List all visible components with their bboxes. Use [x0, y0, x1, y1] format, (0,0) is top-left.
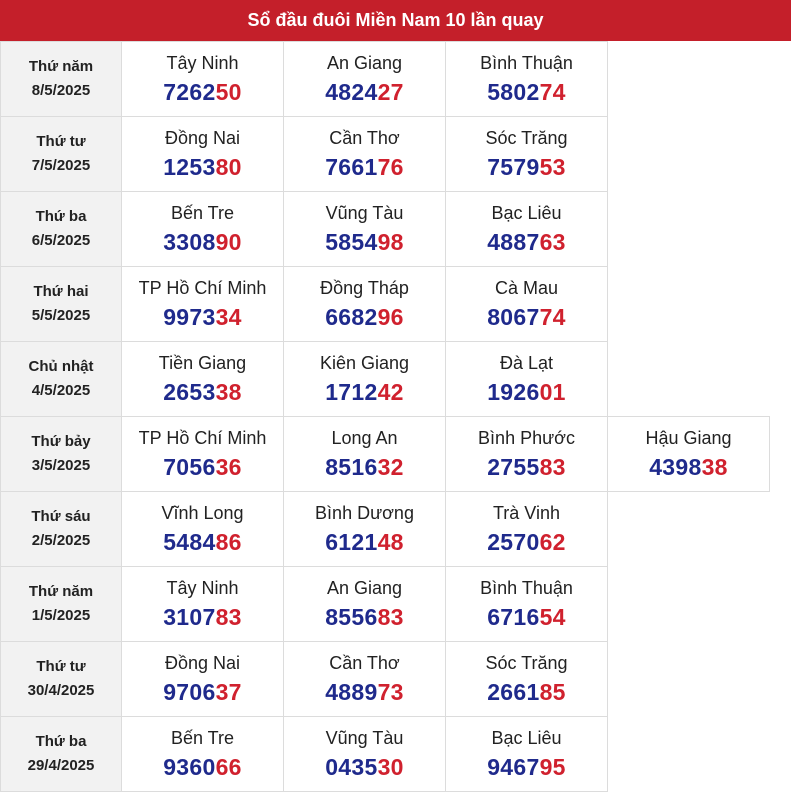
result-tail-digits: 74	[539, 79, 566, 105]
result-head-digits: 8556	[325, 604, 378, 630]
province-name: Cần Thơ	[329, 653, 400, 673]
result-number	[284, 603, 445, 631]
province-result-cell	[284, 642, 446, 717]
province-result-cell	[446, 492, 608, 567]
result-number	[284, 453, 445, 481]
province-name: Long An	[331, 428, 398, 448]
province-result-cell	[284, 192, 446, 267]
result-number	[284, 378, 445, 406]
province-result-cell	[446, 42, 608, 117]
result-head-digits: 5854	[325, 229, 378, 255]
result-number	[122, 603, 283, 631]
result-number	[446, 678, 607, 706]
day-of-week: Chủ nhật	[28, 357, 94, 375]
province-name: Đà Lạt	[499, 353, 554, 373]
result-head-digits: 2755	[487, 454, 540, 480]
province-result-cell	[284, 492, 446, 567]
result-tail-digits: 83	[215, 604, 242, 630]
result-tail-digits: 80	[215, 154, 242, 180]
province-result-cell	[284, 342, 446, 417]
empty-cell	[608, 567, 770, 642]
province-result-cell	[446, 642, 608, 717]
province-result-cell	[122, 267, 284, 342]
draw-date: 8/5/2025	[31, 81, 91, 99]
province-result-cell	[284, 417, 446, 492]
result-head-digits: 8516	[325, 454, 378, 480]
result-tail-digits: 01	[539, 379, 566, 405]
draw-date-cell	[1, 717, 122, 792]
result-tail-digits: 63	[539, 229, 566, 255]
result-number	[284, 303, 445, 331]
result-number	[284, 228, 445, 256]
result-head-digits: 9706	[163, 679, 216, 705]
result-head-digits: 2653	[163, 379, 216, 405]
province-result-cell	[122, 342, 284, 417]
result-head-digits: 9360	[163, 754, 216, 780]
province-result-cell	[446, 117, 608, 192]
result-number	[122, 453, 283, 481]
table-row	[1, 717, 770, 792]
province-result-cell	[446, 567, 608, 642]
result-tail-digits: 54	[539, 604, 566, 630]
province-name: Đồng Nai	[164, 653, 241, 673]
province-name: Tây Ninh	[166, 578, 239, 598]
result-tail-digits: 83	[377, 604, 404, 630]
draw-date-cell	[1, 192, 122, 267]
result-number	[284, 78, 445, 106]
result-number	[284, 528, 445, 556]
province-name: Bình Dương	[315, 503, 414, 523]
province-name: An Giang	[326, 53, 403, 73]
draw-date-cell	[1, 417, 122, 492]
province-result-cell	[122, 492, 284, 567]
result-tail-digits: 37	[215, 679, 242, 705]
result-tail-digits: 32	[377, 454, 404, 480]
table-row	[1, 642, 770, 717]
province-name: Đồng Tháp	[320, 278, 409, 298]
province-name: Vĩnh Long	[161, 503, 244, 523]
draw-date-cell	[1, 267, 122, 342]
result-tail-digits: 48	[377, 529, 404, 555]
result-tail-digits: 36	[215, 454, 242, 480]
result-number	[284, 753, 445, 781]
table-row	[1, 417, 770, 492]
draw-date: 6/5/2025	[31, 231, 91, 249]
draw-date: 29/4/2025	[27, 756, 95, 774]
result-tail-digits: 42	[377, 379, 404, 405]
province-name: Đồng Nai	[164, 128, 241, 148]
result-head-digits: 5484	[163, 529, 216, 555]
province-name: Sóc Trăng	[485, 653, 568, 673]
result-number	[122, 678, 283, 706]
result-head-digits: 6121	[325, 529, 378, 555]
table-row	[1, 342, 770, 417]
result-number	[122, 228, 283, 256]
province-name: Kiên Giang	[319, 353, 410, 373]
result-tail-digits: 76	[377, 154, 404, 180]
result-head-digits: 1926	[487, 379, 540, 405]
province-name: Sóc Trăng	[485, 128, 568, 148]
result-number	[446, 603, 607, 631]
result-head-digits: 7056	[163, 454, 216, 480]
result-number	[122, 153, 283, 181]
province-result-cell	[284, 717, 446, 792]
day-of-week: Thứ sáu	[31, 507, 91, 525]
day-of-week: Thứ ba	[35, 207, 87, 225]
result-head-digits: 8067	[487, 304, 540, 330]
province-name: Vũng Tàu	[325, 203, 404, 223]
result-tail-digits: 50	[215, 79, 242, 105]
result-tail-digits: 98	[377, 229, 404, 255]
result-number	[122, 528, 283, 556]
table-row	[1, 42, 770, 117]
day-of-week: Thứ ba	[35, 732, 87, 750]
result-number	[446, 453, 607, 481]
result-number	[446, 153, 607, 181]
result-head-digits: 4887	[487, 229, 540, 255]
day-of-week: Thứ hai	[33, 282, 89, 300]
draw-date-cell	[1, 42, 122, 117]
province-result-cell	[446, 342, 608, 417]
province-result-cell	[122, 42, 284, 117]
empty-cell	[608, 342, 770, 417]
day-of-week: Thứ tư	[36, 132, 86, 150]
result-head-digits: 3308	[163, 229, 216, 255]
province-result-cell	[122, 717, 284, 792]
result-head-digits: 6716	[487, 604, 540, 630]
draw-date: 30/4/2025	[27, 681, 95, 699]
province-name: Bến Tre	[170, 728, 235, 748]
result-tail-digits: 38	[215, 379, 242, 405]
result-tail-digits: 83	[539, 454, 566, 480]
province-result-cell	[446, 417, 608, 492]
table-title: Sổ đầu đuôi Miền Nam 10 lần quay	[0, 0, 791, 41]
result-tail-digits: 27	[377, 79, 404, 105]
province-result-cell	[122, 642, 284, 717]
result-tail-digits: 85	[539, 679, 566, 705]
province-name: Hậu Giang	[645, 428, 732, 448]
result-tail-digits: 96	[377, 304, 404, 330]
province-result-cell	[284, 267, 446, 342]
empty-cell	[608, 267, 770, 342]
result-tail-digits: 38	[701, 454, 728, 480]
province-name: Bến Tre	[170, 203, 235, 223]
province-name: Tiền Giang	[158, 353, 247, 373]
province-result-cell	[284, 117, 446, 192]
result-tail-digits: 66	[215, 754, 242, 780]
result-number	[122, 78, 283, 106]
province-name: Trà Vinh	[492, 503, 561, 523]
result-number	[446, 528, 607, 556]
result-number	[284, 678, 445, 706]
province-name: Bạc Liêu	[491, 203, 562, 223]
table-row	[1, 192, 770, 267]
result-number	[446, 378, 607, 406]
province-name: An Giang	[326, 578, 403, 598]
result-tail-digits: 34	[215, 304, 242, 330]
empty-cell	[608, 717, 770, 792]
province-result-cell	[122, 192, 284, 267]
result-head-digits: 7661	[325, 154, 378, 180]
result-head-digits: 9973	[163, 304, 216, 330]
result-head-digits: 7579	[487, 154, 540, 180]
result-tail-digits: 90	[215, 229, 242, 255]
province-result-cell	[446, 267, 608, 342]
result-head-digits: 2661	[487, 679, 540, 705]
result-head-digits: 4889	[325, 679, 378, 705]
empty-cell	[608, 642, 770, 717]
province-name: TP Hồ Chí Minh	[138, 278, 267, 298]
result-tail-digits: 74	[539, 304, 566, 330]
province-result-cell	[122, 567, 284, 642]
result-number	[446, 753, 607, 781]
draw-date-cell	[1, 342, 122, 417]
empty-cell	[608, 42, 770, 117]
day-of-week: Thứ tư	[36, 657, 86, 675]
province-name: Bình Phước	[478, 428, 575, 448]
empty-cell	[608, 117, 770, 192]
result-number	[122, 753, 283, 781]
province-result-cell	[608, 417, 770, 492]
empty-cell	[608, 492, 770, 567]
day-of-week: Thứ năm	[28, 57, 94, 75]
result-head-digits: 1712	[325, 379, 378, 405]
draw-date-cell	[1, 567, 122, 642]
empty-cell	[608, 192, 770, 267]
result-head-digits: 1253	[163, 154, 216, 180]
result-tail-digits: 53	[539, 154, 566, 180]
table-row	[1, 267, 770, 342]
draw-date-cell	[1, 117, 122, 192]
result-tail-digits: 86	[215, 529, 242, 555]
result-head-digits: 0435	[325, 754, 378, 780]
table-row	[1, 117, 770, 192]
result-tail-digits: 62	[539, 529, 566, 555]
result-head-digits: 3107	[163, 604, 216, 630]
province-result-cell	[446, 717, 608, 792]
province-name: TP Hồ Chí Minh	[138, 428, 267, 448]
province-name: Cà Mau	[494, 278, 559, 298]
result-head-digits: 5802	[487, 79, 540, 105]
province-result-cell	[284, 567, 446, 642]
draw-date: 3/5/2025	[31, 456, 91, 474]
result-number	[284, 153, 445, 181]
result-tail-digits: 30	[377, 754, 404, 780]
province-result-cell	[284, 42, 446, 117]
province-result-cell	[122, 117, 284, 192]
draw-date-cell	[1, 492, 122, 567]
province-result-cell	[446, 192, 608, 267]
province-name: Tây Ninh	[166, 53, 239, 73]
result-head-digits: 2570	[487, 529, 540, 555]
draw-date: 5/5/2025	[31, 306, 91, 324]
table-row	[1, 567, 770, 642]
result-number	[122, 303, 283, 331]
result-tail-digits: 73	[377, 679, 404, 705]
result-number	[446, 303, 607, 331]
day-of-week: Thứ năm	[28, 582, 94, 600]
result-tail-digits: 95	[539, 754, 566, 780]
table-row	[1, 492, 770, 567]
result-number	[446, 78, 607, 106]
result-head-digits: 4398	[649, 454, 702, 480]
province-name: Cần Thơ	[329, 128, 400, 148]
draw-date: 2/5/2025	[31, 531, 91, 549]
draw-date: 7/5/2025	[31, 156, 91, 174]
results-table-body	[1, 42, 770, 792]
draw-date: 4/5/2025	[31, 381, 91, 399]
province-result-cell	[122, 417, 284, 492]
result-head-digits: 4824	[325, 79, 378, 105]
result-number	[122, 378, 283, 406]
province-name: Bạc Liêu	[491, 728, 562, 748]
province-name: Vũng Tàu	[325, 728, 404, 748]
draw-date-cell	[1, 642, 122, 717]
day-of-week: Thứ bảy	[31, 432, 91, 450]
result-head-digits: 9467	[487, 754, 540, 780]
province-name: Bình Thuận	[480, 578, 573, 598]
results-table	[0, 41, 770, 792]
result-number	[446, 228, 607, 256]
draw-date: 1/5/2025	[31, 606, 91, 624]
result-number	[608, 453, 769, 481]
province-name: Bình Thuận	[480, 53, 573, 73]
result-head-digits: 6682	[325, 304, 378, 330]
result-head-digits: 7262	[163, 79, 216, 105]
